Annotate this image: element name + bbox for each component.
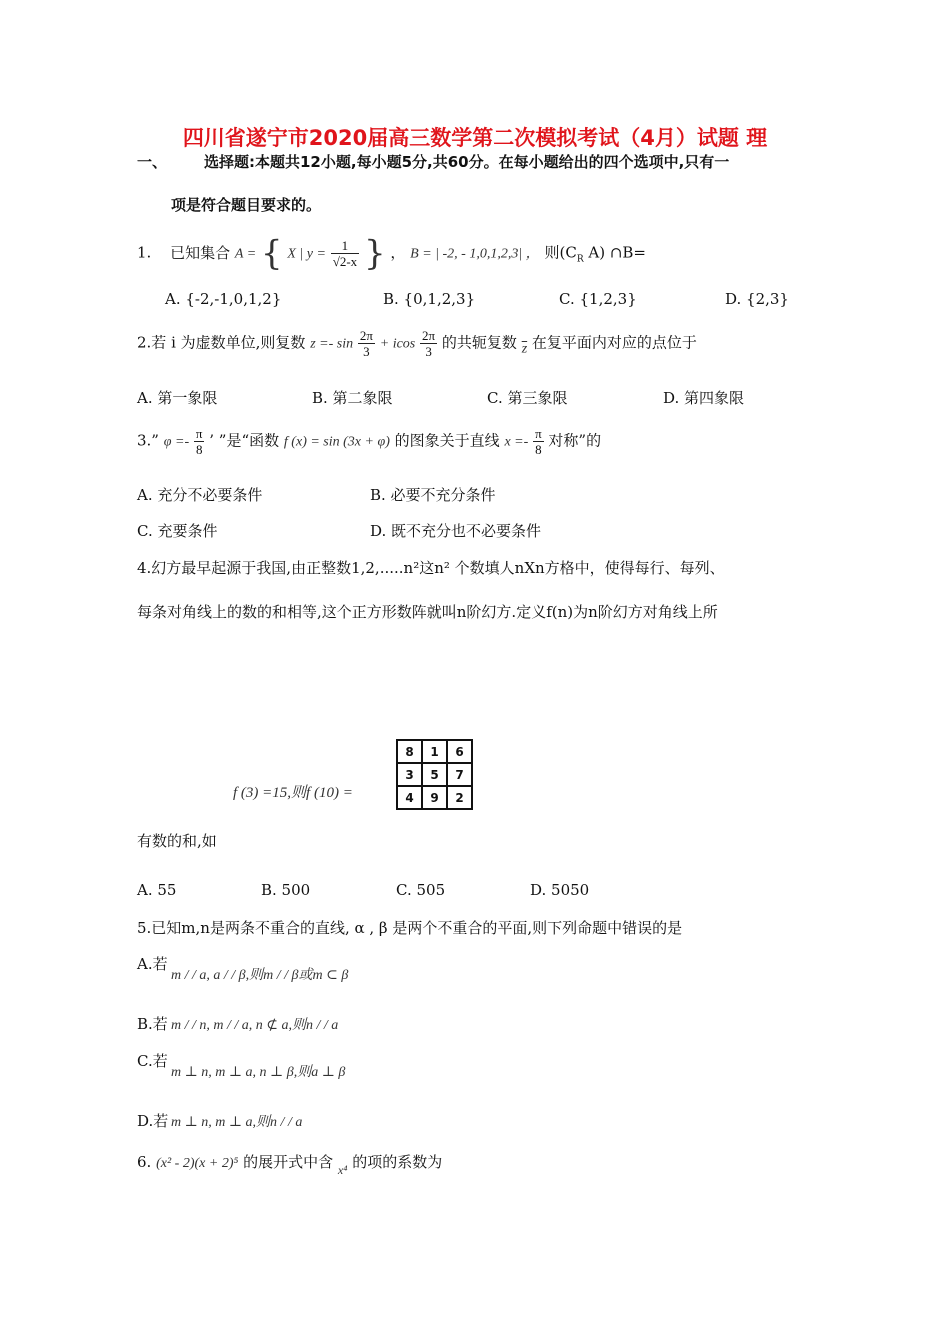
q5-a-expr: m / / a, a / / β,则m / / β或m ⊂ β	[171, 968, 349, 983]
q5-d-expr: m ⊥ n, m ⊥ a,则n / / a	[171, 1115, 303, 1130]
q1-option-a: A. {-2,-1,0,1,2}	[165, 290, 282, 308]
q1-comma: ，	[390, 243, 406, 262]
q2-frac2-num: 2π	[422, 328, 436, 343]
q3-text-c: 的图象关于直线	[394, 431, 500, 450]
q2-text-b: 的共轭复数	[441, 333, 517, 352]
q6-text-b: 的项的系数为	[352, 1153, 443, 1171]
q4-option-b: B. 500	[261, 881, 311, 899]
q2-text-c: 在复平面内对应的点位于	[531, 333, 697, 352]
section-line-2: 项是符合题目要求的。	[171, 196, 322, 214]
q3-text-b: ’ ”是“函数	[209, 431, 280, 450]
page-title: 四川省遂宁市2020届高三数学第二次模拟考试（4月）试题 理	[182, 126, 768, 150]
q2-option-c: C. 第三象限	[487, 389, 568, 407]
q2-expr-a: z =- sin	[310, 336, 354, 352]
q1-number: 1.	[137, 243, 152, 262]
q1-prefix: 已知集合	[170, 243, 231, 262]
q1-setA-lhs: A =	[234, 246, 257, 262]
magic-square-cell: 5	[422, 763, 447, 786]
q3-xeq: x =-	[504, 434, 529, 450]
magic-square-cell: 2	[447, 786, 472, 809]
question-2	[137, 328, 697, 359]
magic-square	[396, 739, 473, 810]
q3-frac2-den: 8	[535, 442, 542, 457]
q6-number: 6.	[137, 1153, 152, 1171]
q3-option-c: C. 充要条件	[137, 522, 218, 540]
q5-c-expr: m ⊥ n, m ⊥ a, n ⊥ β,则a ⊥ β	[171, 1065, 346, 1080]
q4-line-2: 每条对角线上的数的和相等,这个正方形数阵就叫n阶幻方.定义f(n)为n阶幻方对角线上所	[137, 603, 718, 621]
q1-option-b: B. {0,1,2,3}	[383, 290, 476, 308]
q3-option-b: B. 必要不充分条件	[370, 486, 496, 504]
magic-square-cell: 1	[422, 740, 447, 763]
q2-frac2-den: 3	[425, 344, 432, 359]
q3-text-d: 对称”的	[548, 431, 602, 450]
q2-option-a: A. 第一象限	[137, 389, 218, 407]
q6-text-a: 的展开式中含	[243, 1153, 334, 1171]
q5-b-expr: m / / n, m / / a, n ⊄ a,则n / / a	[171, 1018, 339, 1033]
q1-tail2: A) ∩B=	[583, 243, 646, 262]
left-brace-icon: {	[260, 233, 283, 274]
magic-square-cell: 8	[397, 740, 422, 763]
q2-frac1-den: 3	[363, 344, 370, 359]
q3-option-a: A. 充分不必要条件	[137, 486, 263, 504]
magic-square-row	[397, 786, 472, 809]
q3-frac1-den: 8	[195, 442, 203, 457]
magic-square-cell: 7	[447, 763, 472, 786]
q3-frac1-num: π	[195, 426, 203, 441]
q1-setB: B = | -2, - 1,0,1,2,3| ，	[410, 246, 540, 262]
question-3	[137, 426, 601, 457]
q5-d-label: D.若	[137, 1112, 169, 1130]
section-line-1: 选择题:本题共12小题,每小题5分,共60分。在每小题给出的四个选项中,只有一	[204, 153, 730, 171]
q2-text-a: 2.若 i 为虚数单位,则复数	[137, 333, 306, 352]
right-brace-icon: }	[363, 233, 386, 274]
magic-square-row	[397, 763, 472, 786]
magic-square-cell: 9	[422, 786, 447, 809]
magic-square-cell: 6	[447, 740, 472, 763]
q4-option-d: D. 5050	[530, 881, 590, 899]
q5-b-label: B.若	[137, 1015, 168, 1033]
q3-frac2-num: π	[535, 426, 542, 441]
q3-option-d: D. 既不充分也不必要条件	[370, 522, 542, 540]
q6-x4: x⁴	[337, 1163, 348, 1177]
q3-func: f (x) = sin (3x + φ)	[283, 434, 390, 450]
q1-option-c: C. {1,2,3}	[559, 290, 637, 308]
q5-c-label: C.若	[137, 1052, 168, 1070]
q4-line-3: 有数的和,如	[137, 832, 217, 850]
q1-option-d: D. {2,3}	[725, 290, 789, 308]
q2-option-d: D. 第四象限	[663, 389, 745, 407]
q1-setA-body: X | y =	[287, 246, 326, 262]
q4-option-a: A. 55	[137, 881, 177, 899]
q2-zbar: $\overline{z}$	[521, 341, 528, 357]
q2-frac1-num: 2π	[359, 328, 373, 343]
q1-frac-num: 1	[331, 238, 359, 254]
q3-phi: φ =-	[163, 434, 190, 450]
q1-sub: R	[576, 254, 584, 265]
q3-fraction-2	[533, 426, 544, 457]
q1-frac-den: √2-x	[332, 254, 358, 269]
q4-formula: f (3) =15,则f (10) =	[233, 785, 353, 801]
question-6	[137, 1151, 442, 1178]
magic-square-row	[397, 740, 472, 763]
q1-tail: 则(C	[544, 243, 577, 262]
q2-expr-b: + icos	[379, 336, 416, 352]
q4-option-c: C. 505	[396, 881, 446, 899]
q3-text-a: 3.”	[137, 431, 159, 450]
q6-expr: (x² - 2)(x + 2)⁵	[156, 1156, 239, 1171]
q5-stem: 5.已知m,n是两条不重合的直线, α , β 是两个不重合的平面,则下列命题中错误的是	[137, 919, 683, 937]
q4-line-1: 4.幻方最早起源于我国,由正整数1,2,.....n²这n² 个数填人nXn方格中，使得每行、每列、	[137, 559, 725, 577]
question-1	[137, 233, 646, 274]
q1-fraction	[331, 238, 359, 269]
q2-fraction-1	[358, 328, 375, 359]
q2-fraction-2	[420, 328, 437, 359]
magic-square-cell: 3	[397, 763, 422, 786]
section-number: 一、	[137, 153, 168, 171]
magic-square-cell: 4	[397, 786, 422, 809]
q2-option-b: B. 第二象限	[312, 389, 393, 407]
q5-a-label: A.若	[137, 955, 168, 973]
q3-fraction-1	[194, 426, 205, 457]
